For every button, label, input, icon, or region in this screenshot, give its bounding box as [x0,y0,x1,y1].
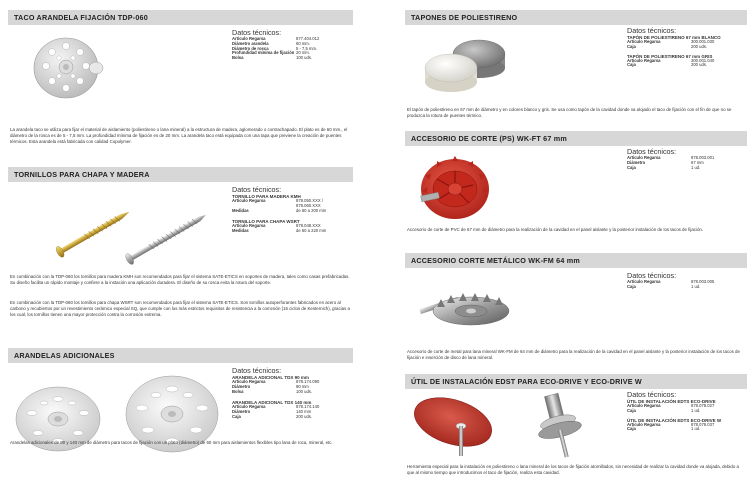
spec-value: 300.001.040 [691,57,715,63]
spec-value: 877.404.012 [296,36,320,41]
specs-table [627,40,714,50]
section-title: TACO ARANDELA FIJACIÓN TDP-060 [8,10,353,25]
spec-value: 1 ud. [691,426,701,432]
specs-title: Datos técnicos: [232,185,282,194]
product-subtitle: TAPÓN DE POLIESTIRENO 67 mm GRIS [627,53,713,59]
specs-table [627,404,714,414]
specs-title: Datos técnicos: [232,28,282,37]
spec-key: Artículo Regarsa [627,421,661,427]
product-subtitle: ARANDELA ADICIONAL TDX 140 mm [232,400,312,406]
spec-value: 140 mm [296,409,312,415]
section-title: TAPONES DE POLIESTIRENO [405,10,747,25]
specs-title: Datos técnicos: [232,366,282,375]
spec-value: 878.078.037 [691,421,715,427]
spec-key: Caja [627,62,636,68]
section-title: ACCESORIO CORTE METÁLICO WK-FM 64 mm [405,253,747,268]
specs-table [627,280,714,290]
spec-key: Diámetro [232,383,251,389]
section-corte-metalico [405,253,747,371]
screws-image [56,189,206,273]
specs-table [232,405,319,419]
spec-key: Caja [627,283,636,289]
spec-value: 878.003.005 [691,279,715,284]
spec-value: 878.078.027 [691,403,715,408]
spec-value: 200 uds. [691,62,708,68]
specs-table [232,37,319,61]
product-subtitle: ARANDELA ADICIONAL TDX 90 mm [232,375,309,380]
metal-cutter-image [415,273,515,343]
polystyrene-plugs-image [419,28,515,100]
product-subtitle: TORNILLO PARA CHAPA WSRT [232,219,300,225]
spec-value: de 60 a 200 mm [296,207,327,213]
spec-key: Artículo Regarsa [232,223,266,229]
section-description: Accesorio de corte de PVC de 67 mm de diámetro para la realización de la cavidad en el panel aislante y la posterior instalación de los tacos de fijación. [407,227,704,232]
spec-key: Artículo Regarsa [627,279,661,284]
spec-value: 878.003.001 [691,155,715,160]
spec-value: 1 ud. [691,407,701,413]
specs-block [232,187,352,234]
product-subtitle: TAPÓN DE POLIESTIRENO 67 mm BLANCO [627,35,721,40]
spec-key: Diámetro de rosca [232,45,269,51]
specs-block [627,273,752,290]
spec-value: de 50 a 220 mm [296,228,327,234]
section-description: Accesorio de corte de metal para lana mineral WK-FM de 64 mm de diámetro para la realización de la cavidad en el panel aislante y la posterior instalación de los tacos de fijación e inserción de disco de lana mineral. [407,349,740,361]
spec-value: 20 mm. [296,50,310,56]
specs-table [232,199,326,213]
spec-value: 878.050.XXX / [296,198,324,203]
section-arandelas [8,348,353,488]
spec-key: Artículo Regarsa [627,57,661,63]
spec-value: 5 - 7,5 mm. [296,45,318,51]
specs-block [627,392,752,432]
pvc-cutter-image [417,149,493,223]
specs-table [627,59,714,69]
spec-value: 878.174.140 [296,404,320,410]
section-description: En combinación con la TDP-060 los tornillos para chapa WSRT son recomendados para fijar el sistema SATE-ETICS. Son tornillos autoperforantes fabricados en acero al carbono y recubiertos por un revestimiento cerámico especial SQ, que cumple con los más estrictos requisitos de resistencia a la corrosión (15 ciclos de Kesternich), gracias a los cual, los tornillos tienen una mayor protección contra la corrosión extrema. [10,300,350,318]
product-subtitle: TORNILLO PARA MADERA KMH [232,194,301,199]
spec-key: Artículo Regarsa [627,403,661,408]
spec-value: 90 mm [296,383,309,389]
spec-value: 67 mm [691,159,704,165]
specs-table [627,156,714,170]
specs-title: Datos técnicos: [627,147,677,156]
specs-title: Datos técnicos: [627,390,677,399]
spec-value: 1 ud. [691,164,701,170]
section-title: ÚTIL DE INSTALACIÓN EDST PARA ECO-DRIVE Y ECO-DRIVE W [405,374,747,389]
section-description: Herramienta especial para la instalación en poliestireno o lana mineral de los tacos de fijación atornillados, sin necesidad de realizar la cavidad donde va alojada, debido a que al mismo tiempo que introducimos el taco de fijación, realiza esta cavidad. [407,464,739,476]
spec-value: 878.174.090 [296,379,320,384]
section-title: ARANDELAS ADICIONALES [8,348,353,363]
spec-key: Medidas [232,207,249,213]
spec-value: 1 ud. [691,283,701,289]
specs-title: Datos técnicos: [627,26,677,35]
section-tornillos [8,167,353,337]
section-util-instalacion [405,374,747,488]
section-taco-arandela [8,10,353,160]
spec-key: Caja [627,426,636,432]
spec-value: 200 uds. [296,413,313,419]
spec-key: Diámetro arandela [232,40,269,46]
spec-key: Diámetro [232,409,251,415]
specs-table [232,224,326,234]
spec-key: Artículo Regarsa [232,36,266,41]
spec-key: Artículo Regarsa [627,155,661,160]
washer-anchor-image [30,30,110,104]
spec-key: Caja [627,164,636,170]
specs-block [627,149,752,170]
section-tapones [405,10,747,125]
spec-key: Artículo Regarsa [232,379,266,384]
spec-value: 878.060.XXX [296,202,321,208]
specs-table [627,423,714,433]
section-corte-ps [405,131,747,251]
spec-key: Diámetro [627,159,646,165]
spec-key: Artículo Regarsa [232,198,266,203]
section-description: Arandelas adicionales de 90 y 140 mm de diámetro para tacos de fijación con un plato (diámetro) de 60 mm para aislamientos flexibles tipo lana de roca, mineral, etc. [10,440,333,445]
spec-key: Artículo Regarsa [232,404,266,410]
spec-key: Bolsa [232,55,244,61]
specs-title: Datos técnicos: [627,271,677,280]
spec-key: Caja [627,407,636,413]
spec-key: Profundidad mínima de fijación [232,50,295,56]
specs-table [232,380,319,394]
section-description: El tapón de poliestireno en 67 mm de diámetro y en colores blanco y gris. Se usa como tapón de la cavidad donde va alojado el taco de fijación con el fin de que no se produzca la rotura de puentes térmico. [407,107,732,119]
spec-value: 878.048.XXX [296,223,321,229]
spec-key: Medidas [232,228,249,234]
spec-value: 60 mm. [296,40,310,46]
spec-key: Artículo Regarsa [627,39,661,44]
section-title: TORNILLOS PARA CHAPA Y MADERA [8,167,353,182]
section-description: En combinación con la TDP-060 los tornillos para madera KMH son recomendados para fijar el sistema SATE-ETICS en soportes de madera, tales como casas prefabricadas. Su diseño facilita un rápido montaje y confiere a la instación una aplicación duradera. El diseño de su rosca evita la rotura del soporte. [10,274,350,286]
section-title: ACCESORIO DE CORTE (PS) WK-FT 67 mm [405,131,747,146]
specs-block [627,28,752,68]
section-description: La arandela taco se utiliza para fijar el material de aislamiento (poliestireno o lana mineral) a la estructura de madera, aglomerado o contrachapado. El plato es de 60 mm., el diámetro de la rosca es de 5 - 7,5 mm. La profundidad mínima de fijación es de 20 mm. La arandela taco está equipada con una tapa que previene la creación de puentes térmicos. Esta arandela está fabricada con calidad Copolymer. [10,127,348,145]
spec-key: Bolsa [232,388,244,394]
spec-value: 100 uds. [296,55,313,61]
spec-key: Caja [232,413,241,419]
spec-key: Caja [627,43,636,49]
installation-tool-image [409,392,609,460]
spec-value: 300.001.030 [691,39,715,44]
product-subtitle: ÚTIL DE INSTALACIÓN EDTS ECO-DRIVE [627,399,716,404]
spec-value: 200 uds. [691,43,708,49]
product-subtitle: ÚTIL DE INSTALACIÓN EDTS ECO-DRIVE W [627,417,722,423]
specs-block [232,30,352,61]
spec-value: 100 uds. [296,388,313,394]
specs-block [232,368,352,420]
